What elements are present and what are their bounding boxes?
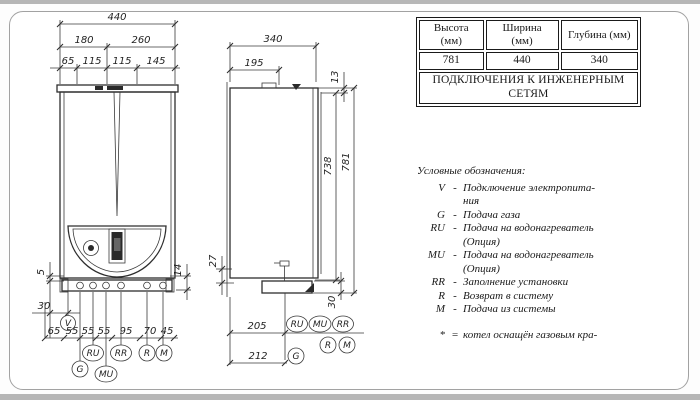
- dim-front-width: 440: [107, 12, 127, 23]
- legend-code: M: [435, 303, 445, 315]
- dim-side-27: 27: [208, 254, 219, 268]
- side-label-MU: [309, 316, 331, 332]
- legend-sep: -: [453, 208, 457, 221]
- legend-text-line: Подача газа: [463, 208, 521, 221]
- legend-text: [463, 209, 685, 223]
- side-top-dimensions: [227, 34, 347, 102]
- dim-bottom-45: 45: [160, 326, 174, 337]
- legend-note-text: котел оснащён газовым кра-: [463, 328, 598, 341]
- label-M: [156, 345, 172, 361]
- side-label-RU-text: RU: [290, 320, 304, 330]
- label-R-text: R: [143, 349, 151, 359]
- legend-text-line: ния: [463, 195, 480, 207]
- legend-note-star: *: [439, 328, 445, 341]
- side-label-RU: [287, 316, 308, 332]
- dim-bottom-65: 65: [47, 326, 61, 337]
- legend-sep: -: [453, 181, 457, 194]
- legend-text-line: Подача на водонагреватель: [463, 249, 594, 261]
- legend-code: R: [438, 289, 445, 302]
- dim-side-340: 340: [263, 34, 283, 45]
- dim-side-212: 212: [248, 351, 268, 362]
- side-connection-labels: [287, 316, 356, 364]
- label-RR: [111, 345, 132, 361]
- side-view: [208, 34, 364, 366]
- header-height-unit: (мм): [440, 35, 462, 48]
- dim-bottom-55a: 55: [65, 326, 79, 337]
- side-label-R-text: R: [324, 341, 332, 351]
- dim-front-180: 180: [74, 35, 94, 46]
- legend-text-line: Подача из системы: [463, 303, 556, 315]
- label-M-text: M: [160, 349, 168, 359]
- front-panel-seam: [114, 92, 120, 216]
- dim-front-260: 260: [131, 35, 151, 46]
- legend-sep: -: [453, 222, 457, 234]
- header-height: [419, 20, 484, 50]
- legend-text: [463, 222, 685, 249]
- front-bottom-dimensions: [32, 262, 191, 341]
- gas-fitting: [280, 261, 289, 266]
- label-RU-text: RU: [86, 349, 100, 359]
- legend-code: RU: [430, 222, 445, 234]
- legend-sep: -: [453, 249, 457, 261]
- legend-text: [463, 276, 685, 290]
- legend-item-V: [417, 182, 685, 209]
- connection-bar: [62, 280, 172, 291]
- value-height: 781: [419, 52, 484, 70]
- legend-item-MU: [417, 249, 685, 276]
- legend-text-line: Подключение электропита-: [463, 181, 596, 194]
- connections-heading: ПОДКЛЮЧЕНИЯ К ИНЖЕНЕРНЫМ СЕТЯМ: [419, 72, 638, 104]
- legend-text-line: Заполнение установки: [463, 276, 569, 288]
- label-G: [72, 361, 88, 377]
- dim-side-781: 781: [341, 152, 352, 172]
- pipe-box: [262, 281, 312, 293]
- legend-item-RR: [417, 276, 685, 290]
- legend-sep: -: [453, 276, 457, 288]
- header-height-name: Высота: [433, 22, 469, 34]
- side-label-G-text: G: [292, 352, 300, 362]
- front-extension-lines: [60, 20, 175, 84]
- dim-bottom-95: 95: [119, 326, 133, 337]
- label-RR-text: RR: [114, 349, 128, 359]
- bracket-mark: [292, 84, 301, 90]
- front-view: [32, 12, 191, 382]
- side-label-R: [320, 337, 336, 353]
- dim-front-30: 30: [37, 301, 51, 312]
- header-depth: [561, 20, 638, 50]
- legend-note: [417, 329, 685, 343]
- front-boiler-body: [57, 85, 178, 292]
- legend-text-line: (Опция): [463, 235, 500, 248]
- label-MU: [95, 366, 117, 382]
- table-values-row: [419, 52, 638, 70]
- legend-sep: -: [453, 303, 457, 315]
- side-label-G: [288, 348, 304, 364]
- value-depth: 340: [561, 52, 638, 70]
- value-width: 440: [486, 52, 559, 70]
- legend-title: Условные обозначения:: [417, 165, 526, 177]
- legend-text: [463, 249, 685, 276]
- legend-item-M: [417, 303, 685, 317]
- legend-text: [463, 303, 685, 317]
- dim-front-145: 145: [146, 56, 166, 67]
- legend-text-line: Возврат в систему: [463, 289, 554, 302]
- dim-front-65: 65: [61, 56, 75, 67]
- legend-text: [463, 182, 685, 209]
- label-RU: [83, 345, 104, 361]
- legend-note-eq: =: [451, 328, 459, 341]
- side-label-M-text: M: [343, 341, 351, 351]
- top-bracket: [262, 83, 276, 88]
- legend-item-RU: [417, 222, 685, 249]
- legend-code: G: [437, 208, 445, 221]
- side-label-MU-text: MU: [312, 320, 328, 330]
- legend-text-line: (Опция): [463, 262, 500, 275]
- dim-side-30: 30: [327, 295, 338, 309]
- table-footer-row: [419, 72, 638, 104]
- dim-bottom-55b: 55: [81, 326, 95, 337]
- side-label-RR-text: RR: [336, 320, 350, 330]
- legend-item-G: [417, 209, 685, 223]
- dim-side-738: 738: [323, 156, 334, 176]
- legend-code: RR: [431, 276, 445, 288]
- side-label-RR: [333, 316, 354, 332]
- dim-front-115a: 115: [82, 56, 102, 67]
- side-boiler-body: [227, 82, 321, 297]
- dim-front-115b: 115: [112, 56, 132, 67]
- legend-sep: -: [453, 289, 457, 302]
- legend-text-line: Подача на водонагреватель: [463, 222, 594, 234]
- label-R: [139, 345, 155, 361]
- dim-bottom-55c: 55: [97, 326, 111, 337]
- dim-front-14: 14: [173, 263, 184, 277]
- dim-side-13: 13: [330, 70, 341, 84]
- front-top-dimensions: [50, 12, 180, 71]
- header-width: [486, 20, 559, 50]
- dim-bottom-70: 70: [143, 326, 157, 337]
- legend: [417, 165, 685, 342]
- dim-side-195: 195: [244, 58, 264, 69]
- dim-side-205: 205: [247, 321, 267, 332]
- header-width-unit: (мм): [511, 35, 533, 48]
- label-G-text: G: [76, 365, 84, 375]
- legend-code: V: [438, 181, 445, 194]
- label-MU-text: MU: [98, 370, 114, 380]
- side-label-M: [339, 337, 355, 353]
- header-width-name: Ширина: [502, 22, 542, 34]
- dimensions-table: [416, 17, 641, 107]
- table-header-row: [419, 20, 638, 50]
- label-V-text: V: [64, 319, 72, 329]
- legend-code: MU: [427, 249, 445, 261]
- label-V: [61, 316, 76, 331]
- legend-text: [463, 290, 685, 304]
- dim-front-5: 5: [36, 268, 47, 276]
- legend-item-R: [417, 290, 685, 304]
- header-depth-name: Глубина (мм): [567, 28, 631, 41]
